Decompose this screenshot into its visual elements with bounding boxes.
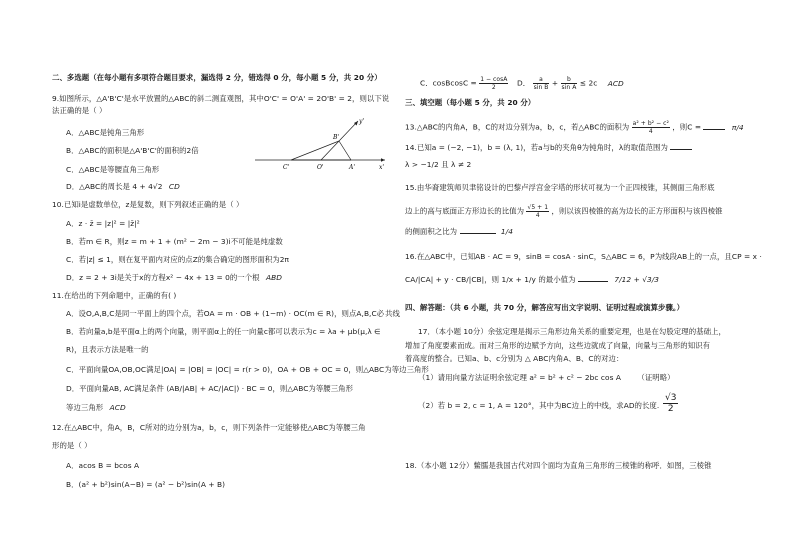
q12-d-numerator2: b bbox=[561, 76, 578, 84]
segment-b-a bbox=[339, 141, 351, 160]
point-a-label: A' bbox=[349, 164, 355, 171]
q10-option-b: B．若m ∈ R，则z = m + 1 + (m² − 2m − 3)i不可能是纯虚数 bbox=[66, 237, 283, 246]
y-axis-label: y' bbox=[359, 118, 365, 125]
q17-part2-answer bbox=[663, 393, 678, 414]
q12-d-numerator1: a bbox=[533, 76, 550, 84]
q10-option-d-text: D．z = 2 + 3i是关于x的方程x² − 4x + 13 = 0的一个根 bbox=[66, 273, 260, 282]
q13-answer: π/4 bbox=[731, 122, 744, 132]
q15-line1: 15.由华裔建筑师贝聿铭设计的巴黎卢浮宫金字塔的形状可视为一个正四棱锥，其侧面三角形底 bbox=[405, 183, 715, 192]
q17-part2: （2）若 b = 2, c = 1, A = 120°，其中为BC边上的中线，求AD的长度. bbox=[418, 401, 660, 410]
q17-part1 bbox=[418, 373, 675, 383]
q17-answer-denominator: 2 bbox=[667, 404, 674, 414]
q9-figure bbox=[253, 115, 388, 175]
q10-option-c: C．若|z| ≤ 1，则在复平面内对应的点Z的集合确定的图形面积为2π bbox=[66, 255, 289, 264]
q11-option-a-tail: 共线 bbox=[385, 309, 400, 318]
section-multi-choice-title: 二、多选题（在每小题有多项符合题目要求，漏选得 2 分，错选得 0 分，每小题 5 分，共 20 分） bbox=[52, 73, 382, 82]
q17-part1-text: （1）请用向量方法证明余弦定理 a² = b² + c² − 2bc cos A bbox=[418, 373, 622, 382]
q16-line1: 16.在△ABC中，已知AB · AC = 9，sinB = cosA · sinC，S△ABC = 6，P为线段AB上的一点，且CP = x · bbox=[405, 252, 762, 261]
q15-line3 bbox=[405, 226, 513, 237]
q12-option-d-fraction1 bbox=[533, 76, 550, 91]
q11-option-a: A．设O,A,B,C是同一平面上的四个点，若OA = m · OB + (1−m) · OC(m ∈ R)，则点A,B,C必 bbox=[66, 309, 385, 318]
q12-stem-line1: 12.在△ABC中，角A，B，C所对的边分别为a，b，c，则下列条件一定能够使△ABC为等腰三角 bbox=[52, 423, 366, 432]
q11-answer: ACD bbox=[109, 403, 126, 412]
x-axis-arrow-icon bbox=[381, 158, 385, 162]
point-c-label: C' bbox=[283, 164, 290, 171]
q13-blank bbox=[703, 122, 725, 130]
q15-numerator: √5 + 1 bbox=[527, 204, 549, 211]
q17-answer-numerator: √3 bbox=[665, 393, 677, 403]
y-axis-line bbox=[321, 121, 358, 160]
q11-option-b-line1: B．若向量a,b是平面α上的两个向量，则平面α上的任一向量c都可以表示为c = λa + μb(μ,λ ∈ bbox=[66, 327, 381, 336]
q11-option-d-line2 bbox=[66, 403, 126, 413]
q12-answer: ACD bbox=[607, 78, 624, 88]
section-answer-title: 四、解答题：（共 6 小题，共 70 分，解答应写出文字说明、证明过程或演算步骤。） bbox=[405, 303, 685, 312]
q12-option-c-label: C．cosBcosC = bbox=[420, 78, 477, 88]
point-o-label: O' bbox=[317, 164, 324, 171]
q12-option-a: A．acos B = bcos A bbox=[66, 461, 140, 470]
q12-option-d-fraction2 bbox=[561, 76, 578, 91]
section-fill-blank-title: 三、填空题（每小题 5 分，共 20 分） bbox=[405, 98, 536, 107]
q15-line3-text: 的侧面积之比为 bbox=[405, 227, 458, 236]
q10-option-d bbox=[66, 273, 282, 283]
q10-option-a: A．z · z̄ = |z|² = |z̄|² bbox=[66, 219, 140, 228]
q9-option-b: B．△ABC的面积是△A'B'C'的面积的2倍 bbox=[66, 146, 199, 155]
q9-stem-line1: 9.如图所示，△A'B'C'是水平放置的△ABC的斜二测直观图，其中O'C' = O'A' = 2O'B' = 2，则以下说 bbox=[52, 94, 390, 103]
q9-stem-line2: 法正确的是（ ） bbox=[52, 106, 107, 115]
q13-denominator: 4 bbox=[648, 128, 653, 135]
q11-option-c: C．平面向量OA,OB,OC满足|OA| = |OB| = |OC| = r(r > 0)，OA + OB + OC = 0，则△ABC为等边三角形 bbox=[66, 365, 429, 374]
q12-option-d-label: D． bbox=[517, 78, 531, 88]
q12-option-b: B．(a² + b²)sin(A−B) = (a² − b²)sin(A + B) bbox=[66, 480, 226, 489]
q12-stem-line2: 形的是（ ） bbox=[52, 441, 92, 450]
q11-option-b-line2: R)，且表示方法是唯一的 bbox=[66, 345, 149, 354]
q16-line2 bbox=[405, 274, 659, 285]
q9-option-d bbox=[66, 182, 180, 192]
q12-option-c-fraction bbox=[479, 76, 508, 91]
q13-stem: 13.△ABC的内角A，B，C的对边分别为a，b，c，若△ABC的面积为 bbox=[405, 122, 630, 132]
point-b-label: B' bbox=[333, 134, 340, 141]
q12-c-numerator: 1 − cosA bbox=[480, 76, 508, 83]
q15-line2 bbox=[405, 204, 723, 219]
q14-stem: 14.已知a = (−2, −1)，b = (λ, 1)，若a与b的夹角θ为钝角时，λ的取值范围为 bbox=[405, 143, 668, 152]
x-axis-label: x' bbox=[379, 164, 385, 171]
q11-stem: 11.在给出的下列命题中，正确的有( ) bbox=[52, 291, 177, 300]
q12-c-denominator: 2 bbox=[491, 84, 496, 91]
q14-line bbox=[405, 142, 692, 153]
q13-tail: ，则C = bbox=[672, 122, 702, 132]
q12-d-denominator1: sin B bbox=[533, 84, 549, 91]
q9-answer: CD bbox=[168, 182, 180, 191]
q14-blank bbox=[670, 142, 692, 150]
q16-answer: 7/12 + √3/3 bbox=[614, 275, 660, 284]
q12-d-denominator2: sin A bbox=[561, 84, 577, 91]
q17-line1: 17．（本小题 10分）余弦定理是揭示三角形边角关系的重要定理，也是在勾股定理的基础上， bbox=[418, 327, 726, 336]
segment-c-b bbox=[291, 141, 339, 160]
q14-answer: λ > −1/2 且 λ ≠ 2 bbox=[405, 160, 472, 169]
q16-blank bbox=[578, 274, 608, 282]
q15-denominator: 4 bbox=[535, 212, 540, 219]
q10-answer: ABD bbox=[266, 273, 282, 282]
q13-line bbox=[405, 120, 744, 135]
q17-part1-note: （证明略） bbox=[637, 373, 675, 382]
q12-d-tail: ≤ 2c bbox=[579, 78, 598, 88]
q10-stem: 10.已知i是虚数单位，z是复数，则下列叙述正确的是（ ） bbox=[52, 200, 244, 209]
q17-line2: 增加了角度要素而成。而对三角形的边赋予方向，这些边就成了向量，向量与三角形的知识有 bbox=[405, 341, 711, 350]
q15-blank bbox=[460, 226, 496, 234]
q9-option-a: A．△ABC是钝角三角形 bbox=[66, 128, 145, 137]
q16-line2-text: CA/|CA| + y · CB/|CB|，则 1/x + 1/y 的最小值为 bbox=[405, 275, 576, 284]
q13-fraction bbox=[632, 120, 670, 135]
q12-d-plus: + bbox=[551, 78, 559, 88]
q11-option-d-line1: D．平面向量AB, AC满足条件 (AB/|AB| + AC/|AC|) · BC = 0，则△ABC为等腰三角形 bbox=[66, 384, 354, 393]
q15-line2-tail: ，则以该四棱锥的高为边长的正方形面积与该四棱锥 bbox=[551, 206, 723, 216]
q17-line3: 着高度的整合。已知a、b、c分别为 △ ABC内角A、B、C的对边： bbox=[405, 354, 624, 363]
q15-line2-text: 边上的高与底面正方形边长的比值为 bbox=[405, 206, 525, 216]
q11-option-d-tail: 等边三角形 bbox=[66, 403, 104, 412]
q15-ratio-fraction bbox=[526, 204, 549, 219]
q9-option-c: C．△ABC是等腰直角三角形 bbox=[66, 165, 160, 174]
q9-option-d-text: D．△ABC的周长是 4 + 4√2 bbox=[66, 182, 163, 191]
q13-numerator: a² + b² − c² bbox=[632, 120, 669, 127]
q12-option-c bbox=[420, 76, 508, 91]
q15-answer: 1/4 bbox=[500, 227, 513, 236]
q18-line1: 18.（本小题 12分）鳖臑是我国古代对四个面均为直角三角形的三棱锥的称呼．如图，三棱锥 bbox=[405, 461, 712, 470]
q12-option-d bbox=[517, 76, 624, 91]
oblique-projection-diagram bbox=[253, 115, 388, 175]
